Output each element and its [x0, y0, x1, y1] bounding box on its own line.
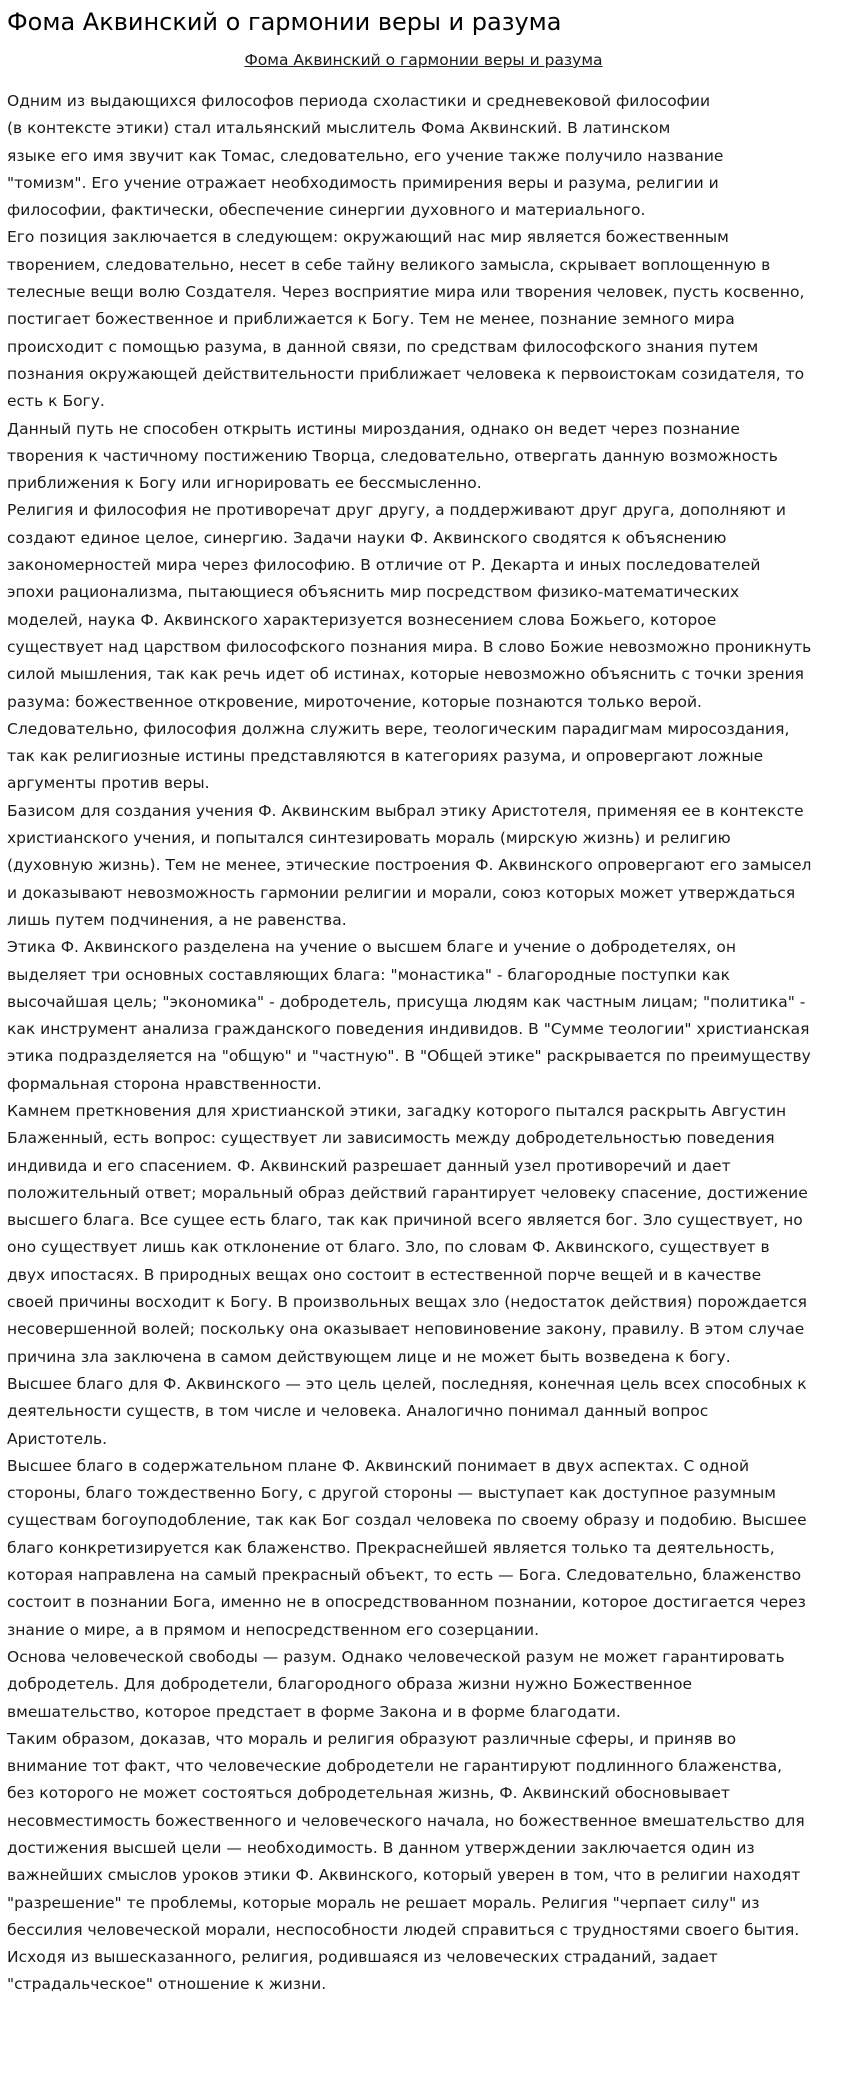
body-text-line: несовершенной волей; поскольку она оказывает неповиновение закону, правилу. В этом случае: [7, 1320, 805, 1339]
body-text-line: закономерностей мира через философию. В отличие от Р. Декарта и иных последователей: [7, 556, 761, 575]
body-text-line: двух ипостасях. В природных вещах оно состоит в естественной порче вещей и в качестве: [7, 1265, 762, 1284]
article-title-link[interactable]: Фома Аквинский о гармонии веры и разума: [244, 51, 603, 69]
body-text-line: Аристотель.: [7, 1429, 108, 1448]
body-text-line: Следовательно, философия должна служить вере, теологическим парадигмам миросоздания,: [7, 719, 790, 738]
body-text-line: вмешательство, которое предстает в форме Закона и в форме благодати.: [7, 1702, 621, 1721]
body-text-line: выделяет три основных составляющих блага: "монастика" - благородные поступки как: [7, 965, 730, 984]
body-text-line: Таким образом, доказав, что мораль и религия образуют различные сферы, и приняв во: [7, 1729, 737, 1748]
body-text-line: несовместимость божественного и человеческого начала, но божественное вмешательство для: [7, 1811, 805, 1830]
body-text-line: без которого не может состояться добродетельная жизнь, Ф. Аквинский обосновывает: [7, 1784, 730, 1803]
body-text-line: благо конкретизируется как блаженство. Прекраснейшей является только та деятельность,: [7, 1538, 775, 1557]
body-text-line: приближения к Богу или игнорировать ее бессмысленно.: [7, 474, 482, 493]
body-text-line: Его позиция заключается в следующем: окружающий нас мир является божественным: [7, 228, 729, 247]
body-text-line: оно существует лишь как отклонение от благо. Зло, по словам Ф. Аквинского, существует в: [7, 1238, 770, 1257]
body-text-line: достижения высшей цели — необходимость. В данном утверждении заключается один из: [7, 1839, 755, 1857]
body-text-line: стороны, благо тождественно Богу, с другой стороны — выступает как доступное разумным: [7, 1484, 776, 1503]
body-text-line: как инструмент анализа гражданского поведения индивидов. В "Сумме теологии" христианская: [7, 1020, 810, 1039]
body-text-line: внимание тот факт, что человеческие добродетели не гарантируют подлинного блаженства,: [7, 1757, 783, 1776]
body-text-line: моделей, наука Ф. Аквинского характеризуется вознесением слова Божьего, которое: [7, 610, 717, 629]
body-text-line: эпохи рационализма, пытающиеся объяснить мир посредством физико-математических: [7, 583, 740, 602]
body-text-line: "разрешение" те проблемы, которые мораль не решает мораль. Религия "черпает силу" из: [7, 1893, 760, 1912]
body-text-line: так как религиозные истины представляются в категориях разума, и опровергают ложные: [7, 747, 764, 766]
body-text-line: познания окружающей действительности приближает человека к первоистокам созидателя, то: [7, 364, 805, 383]
body-text-line: разума: божественное откровение, мироточение, которые познаются только верой.: [7, 692, 702, 711]
body-text-line: христианского учения, и попытался синтезировать мораль (мирскую жизнь) и религию: [7, 829, 731, 848]
page-title: Фома Аквинский о гармонии веры и разума: [7, 8, 562, 36]
body-text-line: творением, следовательно, несет в себе тайну великого замысла, скрывает воплощенную в: [7, 255, 771, 274]
body-text-line: "страдальческое" отношение к жизни.: [7, 1975, 327, 1994]
body-text-line: "томизм". Его учение отражает необходимость примирения веры и разума, религии и: [7, 173, 719, 192]
body-text-line: важнейших смыслов уроков этики Ф. Аквинского, который уверен в том, что в религии находят: [7, 1866, 801, 1885]
body-text-line: Одним из выдающихся философов периода схоластики и средневековой философии: [7, 92, 711, 110]
body-text-line: Высшее благо в содержательном плане Ф. Аквинский понимает в двух аспектах. С одной: [7, 1456, 750, 1475]
body-text-line: этика подразделяется на "общую" и "частную". В "Общей этике" раскрывается по преимуществу: [7, 1047, 811, 1066]
body-text-line: состоит в познании Бога, именно не в опосредствованном познании, которое достигается через: [7, 1593, 806, 1612]
body-text-line: создают единое целое, синергию. Задачи науки Ф. Аквинского сводятся к объяснению: [7, 528, 727, 547]
body-text-line: телесные вещи волю Создателя. Через восприятие мира или творения человек, пусть косвенно,: [7, 283, 805, 302]
body-text-line: Блаженный, есть вопрос: существует ли зависимость между добродетельностью поведения: [7, 1129, 775, 1148]
body-text-line: деятельности существ, в том числе и человека. Аналогично понимал данный вопрос: [7, 1402, 709, 1421]
body-text-line: Исходя из вышесказанного, религия, родившаяся из человеческих страданий, задает: [7, 1948, 718, 1967]
body-text-line: (духовную жизнь). Тем не менее, этические построения Ф. Аквинского опровергают его замысел: [7, 856, 812, 875]
body-text-line: положительный ответ; моральный образ действий гарантирует человеку спасение, достижение: [7, 1183, 808, 1202]
body-text-line: бессилия человеческой морали, неспособности людей справиться с трудностями своего бытия.: [7, 1920, 800, 1939]
body-text-line: формальная сторона нравственности.: [7, 1074, 322, 1093]
body-text-line: Религия и философия не противоречат друг другу, а поддерживают друг друга, дополняют и: [7, 501, 786, 520]
body-text-line: творения к частичному постижению Творца, следовательно, отвергать данную возможность: [7, 446, 778, 465]
body-text-line: индивида и его спасением. Ф. Аквинский разрешает данный узел противоречий и дает: [7, 1156, 731, 1175]
body-text-line: существам богоуподобление, так как Бог создал человека по своему образу и подобию. Высшее: [7, 1511, 807, 1530]
body-text-line: аргументы против веры.: [7, 774, 210, 793]
body-text-line: и доказывают невозможность гармонии религии и морали, союз которых может утверждаться: [7, 883, 796, 902]
body-text-line: высшего блага. Все сущее есть благо, так как причиной всего является бог. Зло существует, но: [7, 1211, 803, 1230]
body-text-line: происходит с помощью разума, в данной связи, по средствам философского знания путем: [7, 337, 759, 356]
body-text-line: Этика Ф. Аквинского разделена на учение о высшем благе и учение о добродетелях, он: [7, 938, 737, 957]
body-text-line: Базисом для создания учения Ф. Аквинским выбрал этику Аристотеля, применяя ее в контексте: [7, 801, 804, 820]
body-text-line: Высшее благо для Ф. Аквинского — это цель целей, последняя, конечная цель всех способных к: [7, 1374, 807, 1393]
body-text-line: философии, фактически, обеспечение синергии духовного и материального.: [7, 201, 646, 220]
body-text-line: Основа человеческой свободы — разум. Однако человеческой разум не может гарантировать: [7, 1647, 785, 1666]
body-text-line: есть к Богу.: [7, 392, 105, 411]
body-text-line: Камнем преткновения для христианской этики, загадку которого пытался раскрыть Августин: [7, 1101, 787, 1120]
body-text-line: своей причины восходит к Богу. В произвольных вещах зло (недостаток действия) порождается: [7, 1293, 807, 1312]
body-text-line: лишь путем подчинения, а не равенства.: [7, 910, 347, 929]
body-text-line: добродетель. Для добродетели, благородного образа жизни нужно Божественное: [7, 1675, 692, 1694]
body-text-line: Данный путь не способен открыть истины мироздания, однако он ведет через познание: [7, 419, 740, 438]
body-text-line: высочайшая цель; "экономика" - добродетель, присуща людям как частным лицам; "политика" -: [7, 992, 806, 1011]
body-text-line: постигает божественное и приближается к Богу. Тем не менее, познание земного мира: [7, 310, 735, 329]
body-text-line: (в контексте этики) стал итальянский мыслитель Фома Аквинский. В латинском: [7, 119, 671, 138]
body-text-line: знание о мире, а в прямом и непосредственном его созерцании.: [7, 1620, 539, 1639]
body-text-line: существует над царством философского познания мира. В слово Божие невозможно проникнуть: [7, 637, 812, 656]
body-text-line: причина зла заключена в самом действующем лице и не может быть возведена к богу.: [7, 1347, 731, 1366]
body-text-line: языке его имя звучит как Томас, следовательно, его учение также получило название: [7, 146, 724, 165]
body-text-line: которая направлена на самый прекрасный объект, то есть — Бога. Следовательно, блаженство: [7, 1566, 802, 1585]
article-body: [7, 88, 811, 1999]
body-text-line: силой мышления, так как речь идет об истинах, которые невозможно объяснить с точки зрения: [7, 665, 804, 684]
